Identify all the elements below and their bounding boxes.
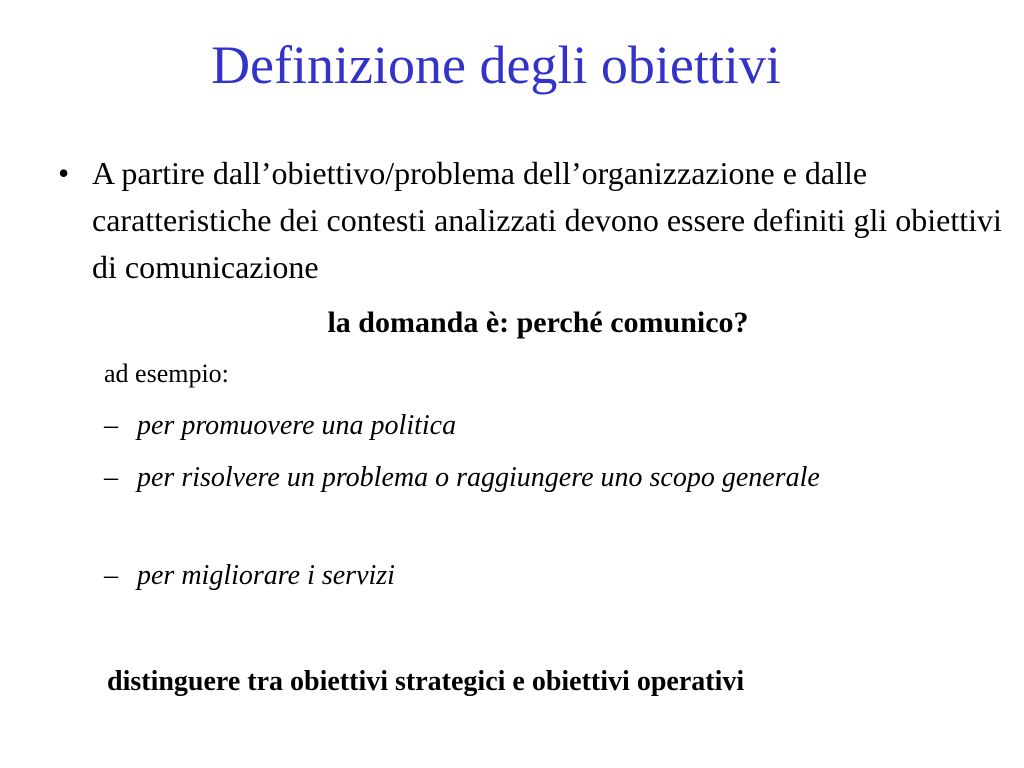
conclusion-text: distinguere tra obiettivi strategici e obiettivi operativi [107,666,745,697]
dash-marker: – [104,462,118,493]
main-bullet [58,150,1008,291]
dash-marker: – [104,560,118,591]
bullet-text: A partire dall’obiettivo/problema dell’organizzazione e dalle caratteristiche dei contesti analizzati devono essere definiti gli obiettivi di comunicazione [92,155,1002,285]
bullet-marker: • [58,155,70,191]
dash-marker: – [104,410,118,441]
sub-item-text: per promuovere una politica [137,410,457,441]
sub-item-text: per migliorare i servizi [137,560,395,591]
sub-item-text: per risolvere un problema o raggiungere uno scopo generale [137,462,820,493]
slide-title: Definizione degli obiettivi [211,35,781,95]
sub-item [104,404,924,448]
sub-item [104,456,924,500]
sub-item [104,554,924,598]
key-question: la domanda è: perché comunico? [327,306,749,339]
example-label: ad esempio: [104,359,229,388]
